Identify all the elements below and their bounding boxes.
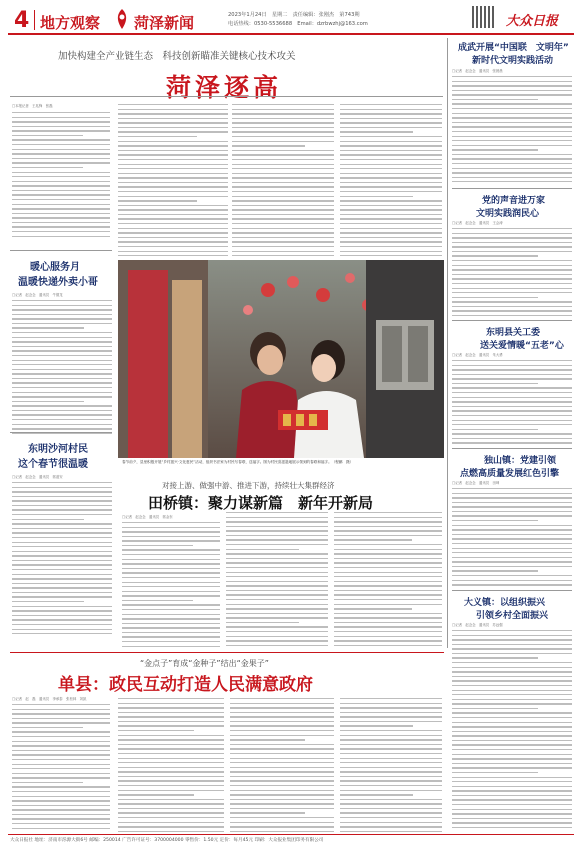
- top-subhead: 加快构建全产业链生态 科技创新瞄准关键核心技术攻关: [58, 51, 296, 62]
- top-story-column-4: [340, 104, 442, 256]
- right-story-4-rule: [452, 448, 572, 449]
- top-byline: □本报记者 王兆锋 张磊: [12, 104, 53, 108]
- right-story-4-headline-1: 独山镇：党建引领: [484, 456, 557, 466]
- news-photo: [118, 260, 444, 458]
- left-story-1-rule: [10, 250, 112, 251]
- paper-logo: 大众日报: [506, 14, 559, 29]
- right-story-4-text: [452, 488, 572, 586]
- page-number: 4: [14, 8, 30, 33]
- qr-code-icon: [472, 6, 494, 28]
- right-story-2-rule: [452, 188, 572, 189]
- column-name: 菏泽新闻: [134, 14, 195, 32]
- right-story-2-text: [452, 228, 572, 316]
- right-story-2-headline-1: 党的声音进万家: [482, 196, 546, 206]
- left-story-2-headline-2: 这个春节很温暖: [18, 459, 88, 470]
- bottom-column-3: [230, 698, 334, 832]
- right-story-5-text: [452, 630, 572, 830]
- right-story-5-headline-1: 大义镇：以组织振兴: [464, 598, 546, 608]
- photo-caption: [122, 460, 440, 465]
- feature-headline: 田桥镇：聚力谋新篇 新年开新局: [148, 494, 374, 512]
- left-story-2-byline: □记者 赵念念 通讯员 郭道安: [12, 475, 63, 479]
- left-story-1-headline-1: 暖心服务月: [30, 262, 80, 273]
- feature-column-1: [122, 522, 220, 648]
- masthead: [0, 0, 580, 38]
- section-name: 地方观察: [40, 14, 101, 32]
- masthead-divider: [34, 10, 35, 30]
- right-story-1-headline-1: 成武开展“中国联 文明年”: [458, 43, 569, 53]
- right-story-5-byline: □记者 赵念念 通讯员 苏远强: [452, 623, 503, 627]
- photo-credit: （程鹏 摄）: [331, 460, 354, 464]
- bottom-headline: 单县：政民互动打造人民满意政府: [58, 675, 313, 695]
- bottom-column-1: [12, 704, 110, 832]
- top-story-column-3: [232, 104, 334, 256]
- right-story-1-byline: □记者 赵念念 通讯员 张晨晨: [452, 69, 503, 73]
- feature-column-2: [226, 512, 328, 648]
- top-story: [8, 38, 444, 102]
- right-column-divider: [447, 38, 448, 648]
- bottom-column-4: [340, 698, 442, 832]
- footer-rule: [8, 834, 574, 835]
- top-story-rule: [10, 96, 443, 97]
- right-story-3-rule: [452, 320, 572, 321]
- footer-text: 大众日报社 地址：济南市泺源大街6号 邮编：250014 广告许可证号：3700004000 零售价：1.50元 定价：每月45元 印刷：大众报业集团印务有限公司: [10, 838, 324, 843]
- right-story-3-headline-1: 东明县关工委: [486, 328, 541, 338]
- left-story-1-text: [12, 300, 112, 434]
- right-story-1-headline-2: 新时代文明实践活动: [472, 56, 554, 66]
- bottom-byline: □记者 赵 磊 通讯员 李承泰 张松林 刘凯: [12, 697, 87, 701]
- left-story-1-byline: □记者 赵念念 通讯员 牛德龙: [12, 293, 63, 297]
- right-story-3-byline: □记者 赵念念 通讯员 朱大勇: [452, 353, 503, 357]
- feature-column-3: [334, 512, 442, 648]
- right-story-4-headline-2: 点燃高质量发展红色引擎: [460, 469, 560, 479]
- left-story-2-rule: [10, 432, 112, 433]
- right-story-4-byline: □记者 赵念念 通讯员 田坤: [452, 481, 500, 485]
- photo-caption-text: 春节前夕，县里积极开展“乡村振兴·文化惠民”活动，组织书法家为村民写春联、送福字。图为村民喜滋滋地展示领到的春联和福字。: [122, 460, 332, 464]
- top-story-column-1: [12, 112, 110, 240]
- bottom-kicker: “金点子”育成“金种子”结出“金果子”: [140, 659, 269, 668]
- right-story-5-rule: [452, 590, 572, 591]
- column-logo-icon: [113, 8, 131, 30]
- right-story-5-headline-2: 引领乡村全面振兴: [476, 611, 549, 621]
- feature-byline: □记者 赵念念 通讯员 郭金东: [122, 515, 173, 519]
- left-story-1-headline-2: 温暖快递外卖小哥: [18, 277, 98, 288]
- bottom-story-rule: [10, 652, 444, 653]
- feature-kicker: 对接上游、做强中游、推进下游，持续壮大集群经济: [162, 481, 335, 490]
- left-story-2-headline-1: 东明沙河村民: [28, 444, 88, 455]
- right-story-2-headline-2: 文明实践润民心: [476, 209, 540, 219]
- date-line: 2023年1月24日 星期二 责任编辑：张刚杰 第743期: [228, 12, 360, 18]
- bottom-column-2: [118, 698, 224, 832]
- masthead-rule: [8, 33, 574, 35]
- top-headline: 菏泽逐高: [166, 73, 283, 102]
- contact-line: 电话热线：0530-5536688 Email：dzrbwzhj@163.com: [228, 21, 368, 27]
- left-story-2-text: [12, 482, 112, 634]
- right-story-3-headline-2: 送关爱情暖“五老”心: [480, 341, 564, 351]
- right-story-1-text: [452, 76, 572, 182]
- right-story-3-text: [452, 360, 572, 444]
- right-story-2-byline: □记者 赵念念 通讯员 王会涛: [452, 221, 503, 225]
